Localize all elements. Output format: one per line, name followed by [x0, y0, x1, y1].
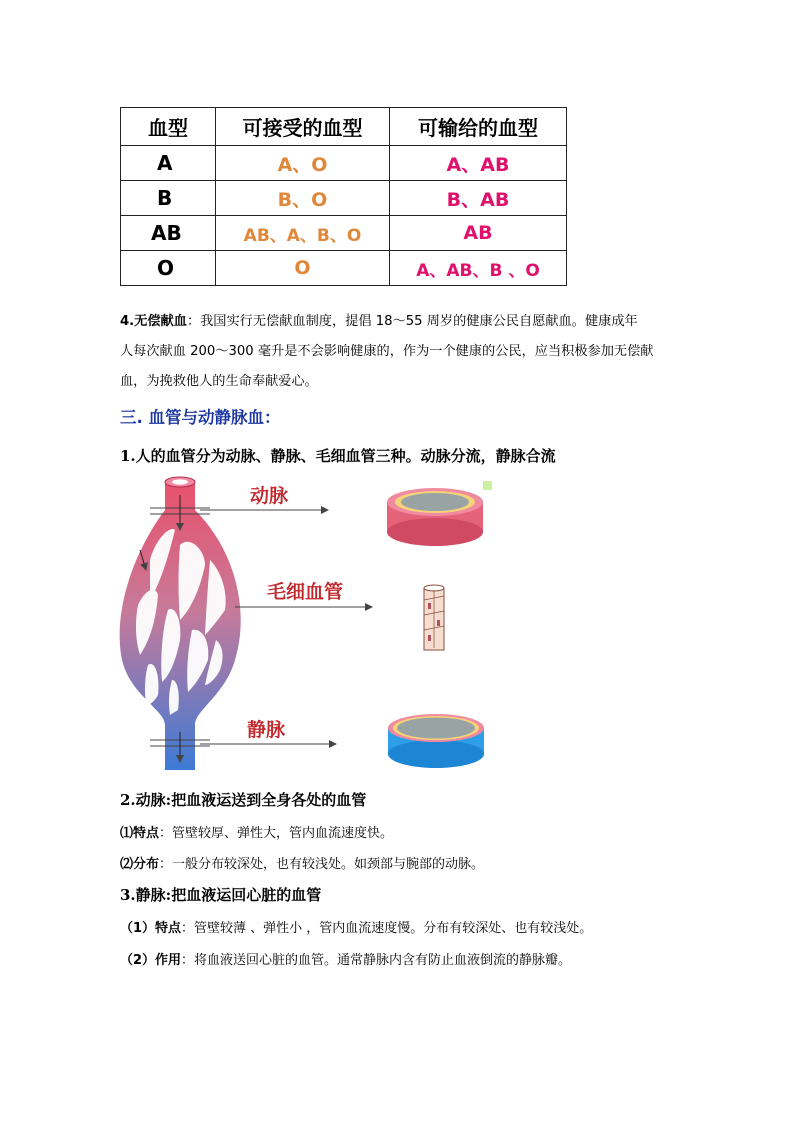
donate-cell: AB: [390, 216, 567, 251]
vein-cross-section: [388, 714, 484, 768]
header-donate: 可输给的血型: [390, 108, 567, 146]
artery-feature-line: ⑴特点：管壁较厚、弹性大，管内血流速度快。: [120, 826, 394, 841]
donate-cell: A、AB、B 、O: [390, 251, 567, 286]
donation-line-3: 血，为挽救他人的生命奉献爱心。: [120, 374, 318, 389]
small-marker: [483, 481, 492, 490]
table-row: [121, 251, 567, 286]
blood-type-cell: B: [121, 181, 216, 216]
accept-cell: O: [216, 251, 390, 286]
accept-cell: AB、A、B、O: [216, 216, 390, 251]
vein-heading: 3.静脉:把血液运回心脏的血管: [120, 886, 322, 904]
donation-line-1: 4.无偿献血：我国实行无偿献血制度，提倡 18～55 周岁的健康公民自愿献血。健康成年: [120, 314, 638, 329]
section-title: 三. 血管与动静脉血：: [120, 408, 281, 427]
vessel-network-illustration: [120, 477, 241, 770]
blood-type-cell: AB: [121, 216, 216, 251]
artery-distribution-label: ⑵分布: [120, 857, 160, 872]
vein-function-label: （2）作用: [120, 953, 182, 968]
artery-cross-section: [387, 488, 483, 546]
artery-feature-label: ⑴特点: [120, 826, 160, 841]
donate-cell: B、AB: [390, 181, 567, 216]
donation-line-2: 人每次献血 200～300 毫升是不会影响健康的，作为一个健康的公民，应当积极参加无偿献: [120, 344, 654, 359]
vein-function-line: （2）作用：将血液送回心脏的血管。通常静脉内含有防止血液倒流的静脉瓣。: [120, 953, 572, 968]
vein-label: 静脉: [247, 719, 286, 741]
vein-feature-label: （1）特点: [120, 921, 182, 936]
blood-type-table: [120, 107, 567, 286]
donate-cell: A、AB: [390, 146, 567, 181]
donation-label: 4.无偿献血: [120, 314, 187, 329]
blood-vessel-diagram: [110, 470, 580, 780]
header-accept: 可接受的血型: [216, 108, 390, 146]
table-header-row: [121, 108, 567, 146]
capillary-cross-section: [424, 585, 444, 650]
capillary-label: 毛细血管: [267, 581, 344, 603]
artery-label: 动脉: [250, 485, 289, 507]
artery-distribution-line: ⑵分布：一般分布较深处，也有较浅处。如颈部与腕部的动脉。: [120, 857, 485, 872]
vessels-intro-heading: 1.人的血管分为动脉、静脉、毛细血管三种。动脉分流，静脉合流: [120, 447, 556, 465]
accept-cell: A、O: [216, 146, 390, 181]
accept-cell: B、O: [216, 181, 390, 216]
blood-type-cell: O: [121, 251, 216, 286]
header-blood-type: 血型: [121, 108, 216, 146]
donation-paragraph: [120, 307, 680, 397]
table-row: [121, 146, 567, 181]
artery-heading: 2.动脉:把血液运送到全身各处的血管: [120, 791, 367, 809]
table-row: [121, 216, 567, 251]
blood-type-cell: A: [121, 146, 216, 181]
table-row: [121, 181, 567, 216]
vein-feature-line: （1）特点：管壁较薄 、弹性小 ，管内血流速度慢。分布有较深处、也有较浅处。: [120, 921, 593, 936]
